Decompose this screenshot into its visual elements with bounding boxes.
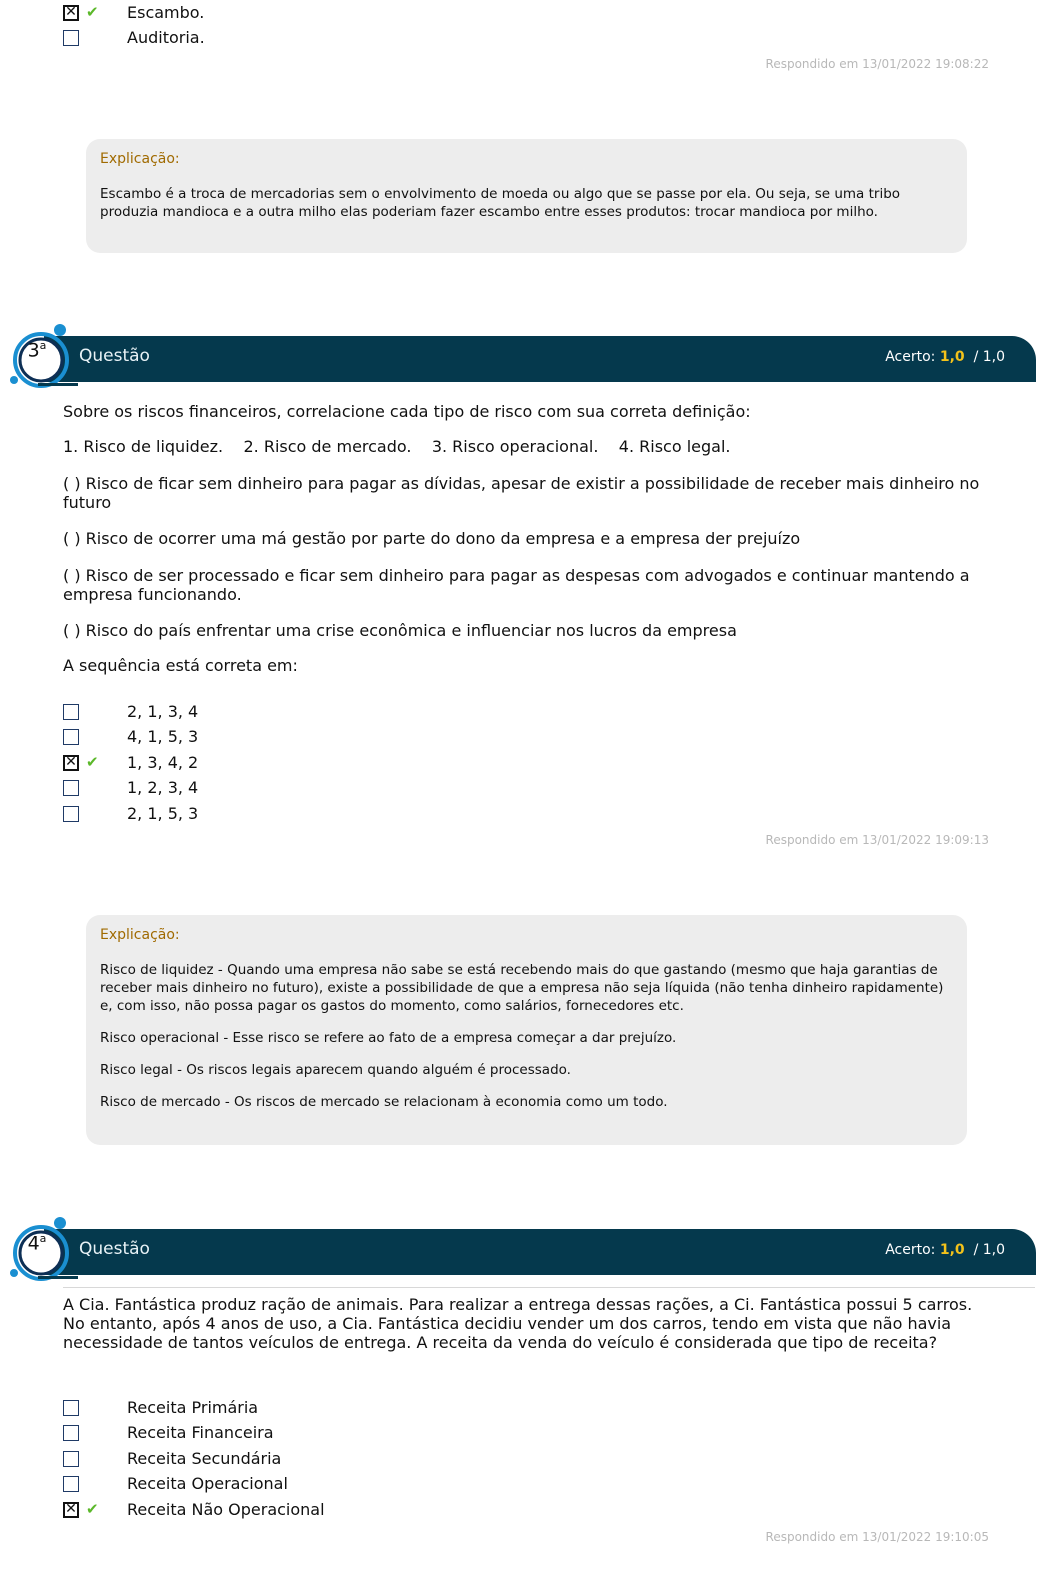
question-header-bar [44, 1229, 1036, 1275]
checkbox-icon[interactable] [63, 806, 79, 822]
option-label: Auditoria. [127, 28, 205, 47]
q4-statement: A Cia. Fantástica produz ração de animais. Para realizar a entrega dessas rações, a Ci. Fantástica possui 5 carros. No entanto, após 4 anos de uso, a Cia. Fantástica decidiu vender um dos carros, tendo em vista que não havia necessidade de tantos veículos de entrega. A receita da venda do veículo é considerada que tipo de receita? [63, 1295, 973, 1352]
explanation-box [86, 915, 967, 1145]
checkbox-icon[interactable] [63, 1451, 79, 1467]
option-label: Escambo. [127, 3, 205, 22]
q4-option-3[interactable] [63, 1450, 483, 1472]
correct-check-icon: ✔ [86, 1500, 99, 1518]
checkbox-icon[interactable] [63, 30, 79, 46]
explanation-title: Explicação: [100, 927, 180, 943]
score-max: / 1,0 [973, 1242, 1005, 1258]
checkbox-icon[interactable] [63, 780, 79, 796]
q3-option-5[interactable] [63, 805, 483, 827]
option-label: 2, 1, 3, 4 [127, 702, 199, 721]
option-label: Receita Primária [127, 1398, 259, 1417]
option-label: 4, 1, 5, 3 [127, 727, 199, 746]
q4-option-2[interactable] [63, 1424, 483, 1446]
q3-option-3[interactable] [63, 754, 483, 776]
answered-timestamp: Respondido em 13/01/2022 19:09:13 [765, 833, 989, 847]
question-number-value: 4 [27, 1232, 40, 1255]
question-title: Questão [79, 1239, 150, 1259]
question-ordinal: a [39, 1232, 47, 1245]
divider [63, 1287, 1035, 1288]
option-label: 1, 3, 4, 2 [127, 753, 199, 772]
option-label: Receita Financeira [127, 1423, 274, 1442]
score-value: 1,0 [939, 349, 965, 365]
explanation-title: Explicação: [100, 151, 180, 167]
q3-option-1[interactable] [63, 703, 483, 725]
option-label: Receita Não Operacional [127, 1500, 325, 1519]
question-number-badge [8, 320, 78, 390]
answered-timestamp: Respondido em 13/01/2022 19:08:22 [765, 57, 989, 71]
q2-option-2[interactable] [63, 29, 483, 51]
q4-option-5[interactable] [63, 1501, 483, 1523]
explanation-text: Risco de mercado - Os riscos de mercado se relacionam à economia como um todo. [100, 1094, 668, 1110]
question-ordinal: a [39, 339, 47, 352]
q3-statement-line: 1. Risco de liquidez. 2. Risco de mercado. 3. Risco operacional. 4. Risco legal. [63, 437, 731, 456]
score-label: Acerto: [885, 1242, 936, 1258]
checkbox-icon[interactable] [63, 1476, 79, 1492]
score-label: Acerto: [885, 349, 936, 365]
checkbox-icon[interactable] [63, 729, 79, 745]
q3-statement-line: ( ) Risco de ocorrer uma má gestão por parte do dono da empresa e a empresa der prejuízo [63, 529, 801, 548]
checkbox-icon[interactable] [63, 1425, 79, 1441]
correct-check-icon: ✔ [86, 3, 99, 21]
q3-statement-line: A sequência está correta em: [63, 656, 298, 675]
explanation-text: Risco legal - Os riscos legais aparecem quando alguém é processado. [100, 1062, 571, 1078]
explanation-box [86, 139, 967, 253]
q3-option-2[interactable] [63, 728, 483, 750]
q3-statement-line: Sobre os riscos financeiros, correlacione cada tipo de risco com sua correta definição: [63, 402, 751, 421]
score-max: / 1,0 [973, 349, 1005, 365]
question-title: Questão [79, 346, 150, 366]
q4-option-4[interactable] [63, 1475, 483, 1497]
score-value: 1,0 [939, 1242, 965, 1258]
explanation-text: Risco de liquidez - Quando uma empresa não sabe se está recebendo mais do que gastando (mesmo que haja garantias de receber mais dinheiro no futuro), existe a possibilidade de que a empresa não seja líquida (não tenha dinheiro rapidamente) e, com isso, não possa pagar os gastos do momento, como salários, fornecedores etc. [100, 962, 944, 1014]
explanation-text: Risco operacional - Esse risco se refere ao fato de a empresa começar a dar prejuízo. [100, 1030, 677, 1046]
q3-option-4[interactable] [63, 779, 483, 801]
checkbox-icon[interactable] [63, 1400, 79, 1416]
checkbox-checked-icon[interactable] [63, 5, 79, 21]
checkbox-icon[interactable] [63, 704, 79, 720]
question-number-badge [8, 1213, 78, 1283]
option-label: Receita Operacional [127, 1474, 288, 1493]
option-label: 2, 1, 5, 3 [127, 804, 199, 823]
question-number-value: 3 [27, 339, 40, 362]
q3-statement-line: ( ) Risco de ser processado e ficar sem dinheiro para pagar as despesas com advogados e continuar mantendo a empresa funcionando. [63, 566, 970, 604]
q4-option-1[interactable] [63, 1399, 483, 1421]
checkbox-checked-icon[interactable] [63, 755, 79, 771]
q2-option-1[interactable] [63, 4, 483, 26]
question-number [22, 1232, 52, 1254]
option-label: Receita Secundária [127, 1449, 282, 1468]
checkbox-checked-icon[interactable] [63, 1502, 79, 1518]
question-header-bar [44, 336, 1036, 382]
explanation-text: Escambo é a troca de mercadorias sem o envolvimento de moeda ou algo que se passe por ela. Ou seja, se uma tribo produzia mandioca e a outra milho elas poderiam fazer escambo entre esses produtos: trocar mandioca por milho. [100, 186, 901, 220]
score [885, 349, 1005, 365]
q3-statement-line: ( ) Risco de ficar sem dinheiro para pagar as dívidas, apesar de existir a possibilidade de receber mais dinheiro no futuro [63, 474, 980, 512]
q3-statement-line: ( ) Risco do país enfrentar uma crise econômica e influenciar nos lucros da empresa [63, 621, 737, 640]
option-label: 1, 2, 3, 4 [127, 778, 199, 797]
answered-timestamp: Respondido em 13/01/2022 19:10:05 [765, 1530, 989, 1544]
correct-check-icon: ✔ [86, 753, 99, 771]
score [885, 1242, 1005, 1258]
question-number [22, 339, 52, 361]
